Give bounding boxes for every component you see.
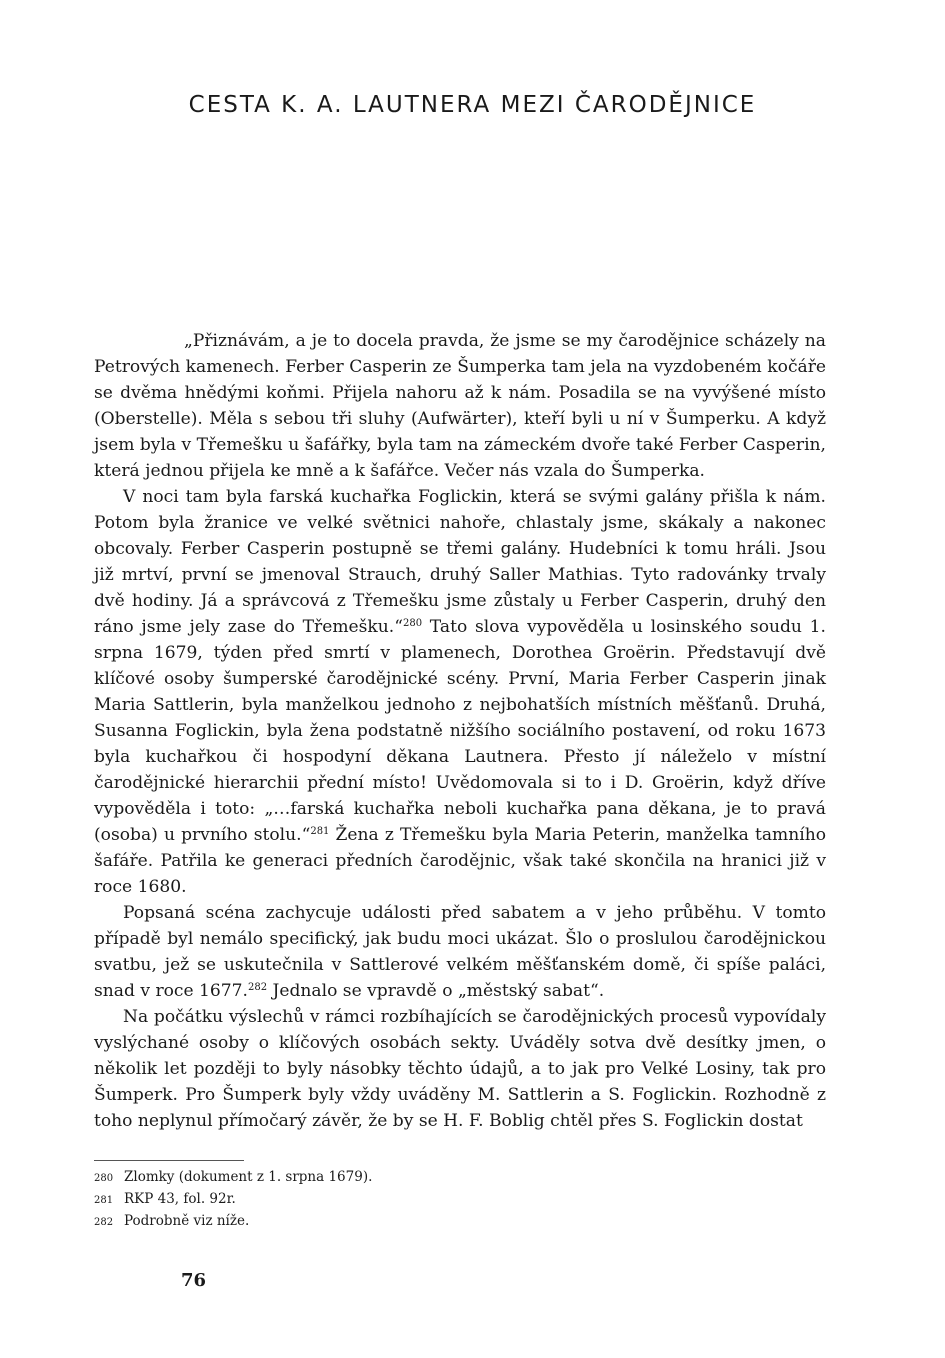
paragraph <box>94 328 826 484</box>
chapter-title: CESTA K. A. LAUTNERA MEZI ČARODĚJNICE <box>188 92 757 118</box>
footnote-divider <box>94 1160 244 1161</box>
footnote-reference: 282 <box>247 982 268 993</box>
footnote-number: 281 <box>94 1195 114 1206</box>
page-number: 76 <box>181 1270 207 1291</box>
footnote-number: 282 <box>94 1217 114 1228</box>
footnote-number: 280 <box>94 1173 114 1184</box>
footnote <box>94 1211 826 1233</box>
text-run: Jednalo se vpravdě o „městský sabat“. <box>267 981 605 1001</box>
footnote-text: RKP 43, fol. 92r. <box>124 1191 236 1207</box>
footnote <box>94 1189 826 1211</box>
footnote-reference: 281 <box>310 826 330 837</box>
body-text <box>94 328 826 1134</box>
footnote <box>94 1167 826 1189</box>
paragraph <box>94 484 826 900</box>
footnotes <box>94 1167 826 1233</box>
paragraph <box>94 1004 826 1134</box>
paragraph <box>94 900 826 1004</box>
text-run: Na počátku výslechů v rámci rozbíhajících se čarodějnických procesů vypovídaly vyslýchané osoby o klíčových osobách sekty. Uváděly sotva dvě desítky jmen, o několik let později to byly násobky těchto údajů, a to jak pro Velké Losiny, tak pro Šumperk. Pro Šumperk byly vždy uváděny M. Sattlerin a S. Foglickin. Rozhodně z toho neplynul přímočarý závěr, že by se H. F. Boblig chtěl přes S. Foglickin dostat <box>94 1007 826 1131</box>
text-run: Tato slova vypověděla u losinského soudu 1. srpna 1679, týden před smrtí v plamenech, Dorothea Groërin. Představují dvě klíčové osoby šumperské čarodějnické scény. První, Maria Ferber Casperin jinak Maria Sattlerin, byla manželkou jednoho z nejbohatších místních měšťanů. Druhá, Susanna Foglickin, byla žena podstatně nižšího sociálního postavení, od roku 1673 byla kuchařkou či hospodyní děkana Lautnera. Přesto jí náleželo v místní čarodějnické hierarchii přední místo! Uvědomovala si to i D. Groërin, když dříve vypověděla i toto: „…farská kuchařka neboli kuchařka pana děkana, je to pravá (osoba) u prvního stolu.“ <box>94 617 826 845</box>
text-run: V noci tam byla farská kuchařka Foglickin, která se svými galány přišla k nám. Potom byla žranice ve velké světnici nahoře, chlastaly jsme, skákaly a nakonec obcovaly. Ferber Casperin postupně se třemi galány. Hudebníci k tomu hráli. Jsou již mrtví, první se jmenoval Strauch, druhý Saller Mathias. Tyto radovánky trvaly dvě hodiny. Já a správcová z Třemešku jsme zůstaly u Ferber Casperin, druhý den ráno jsme jely zase do Třemešku.“ <box>94 487 826 637</box>
text-run: „Přiznávám, a je to docela pravda, že jsme se my čarodějnice scházely na Petrových kamenech. Ferber Casperin ze Šumperka tam jela na vyzdobeném kočáře se dvěma hnědými koňmi. Přijela nahoru až k nám. Posadila se na vyvýšené místo (Oberstelle). Měla s sebou tři sluhy (Aufwärter), kteří byli u ní v Šumperku. A když jsem byla v Třemešku u šafářky, byla tam na zámeckém dvoře také Ferber Casperin, která jednou přijela ke mně a k šafářce. Večer nás vzala do Šumperka. <box>94 331 826 481</box>
footnote-text: Zlomky (dokument z 1. srpna 1679). <box>124 1169 373 1185</box>
text-run: Žena z Třemešku byla Maria Peterin, manželka tamního šafáře. Patřila ke generaci předních čarodějnic, však také skončila na hranici již v roce 1680. <box>94 825 826 897</box>
footnote-text: Podrobně viz níže. <box>124 1213 250 1229</box>
text-run: Popsaná scéna zachycuje události před sabatem a v jeho průběhu. V tomto případě byl nemálo specifický, jak budu moci ukázat. Šlo o proslulou čarodějnickou svatbu, jež se uskutečnila v Sattlerové velkém měšťanském domě, či spíše paláci, snad v roce 1677. <box>94 903 826 1001</box>
footnote-reference: 280 <box>402 618 423 629</box>
